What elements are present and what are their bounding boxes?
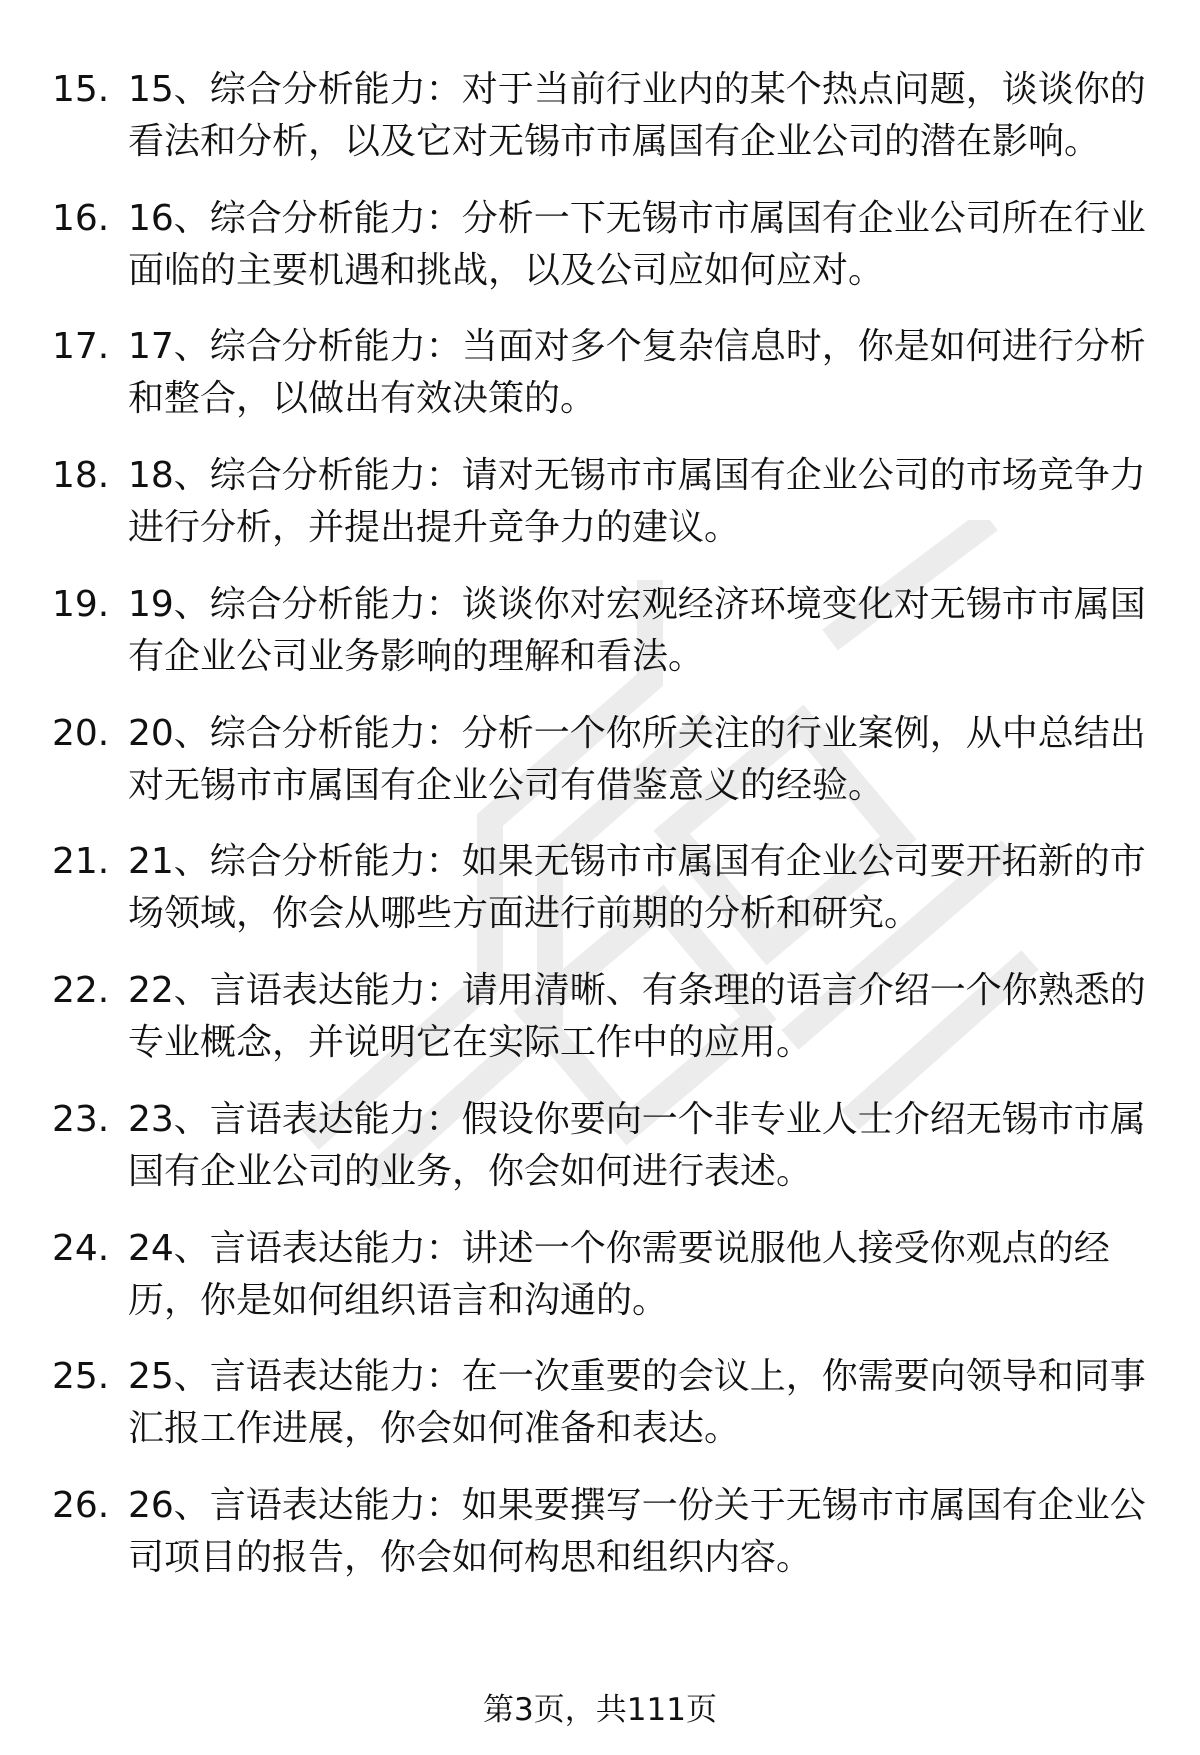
item-text (128, 1094, 1148, 1198)
item-text-line: 15、综合分析能力：对于当前行业内的某个热点问题，谈谈你的 (128, 69, 1146, 110)
page-footer: 第3页，共111页 (483, 1692, 717, 1728)
item-text (128, 193, 1148, 297)
item-text-line: 16、综合分析能力：分析一下无锡市市属国有企业公司所在行业 (128, 198, 1146, 239)
item-number: 16. (52, 198, 110, 239)
item-text (128, 965, 1148, 1069)
list-item (0, 1480, 1200, 1600)
item-number: 15. (52, 69, 110, 110)
list-item (0, 1094, 1200, 1214)
item-text-line: 场领域，你会从哪些方面进行前期的分析和研究。 (128, 893, 921, 934)
item-text-line: 有企业公司业务影响的理解和看法。 (128, 636, 705, 677)
list-item (0, 965, 1200, 1085)
list-item (0, 836, 1200, 956)
item-number: 17. (52, 326, 110, 367)
item-number: 21. (52, 841, 110, 882)
item-text-line: 20、综合分析能力：分析一个你所关注的行业案例，从中总结出 (128, 713, 1146, 754)
item-number: 22. (52, 970, 110, 1011)
item-text-line: 18、综合分析能力：请对无锡市市属国有企业公司的市场竞争力 (128, 455, 1146, 496)
item-text (128, 1480, 1148, 1584)
item-text (128, 450, 1148, 554)
list-item (0, 1351, 1200, 1471)
item-text-line: 26、言语表达能力：如果要撰写一份关于无锡市市属国有企业公 (128, 1485, 1146, 1526)
item-text-line: 17、综合分析能力：当面对多个复杂信息时，你是如何进行分析 (128, 326, 1146, 367)
item-text-line: 历，你是如何组织语言和沟通的。 (128, 1280, 669, 1321)
item-text-line: 汇报工作进展，你会如何准备和表达。 (128, 1408, 741, 1449)
list-item (0, 64, 1200, 184)
list-item (0, 708, 1200, 828)
item-text (128, 836, 1148, 940)
item-text-line: 看法和分析，以及它对无锡市市属国有企业公司的潜在影响。 (128, 121, 1101, 162)
item-number: 23. (52, 1099, 110, 1140)
item-text (128, 579, 1148, 683)
item-text-line: 面临的主要机遇和挑战，以及公司应如何应对。 (128, 250, 885, 291)
list-item (0, 193, 1200, 313)
item-text-line: 22、言语表达能力：请用清晰、有条理的语言介绍一个你熟悉的 (128, 970, 1146, 1011)
item-number: 26. (52, 1485, 110, 1526)
item-text (128, 1223, 1148, 1327)
item-text (128, 1351, 1148, 1455)
item-text-line: 25、言语表达能力：在一次重要的会议上，你需要向领导和同事 (128, 1356, 1146, 1397)
item-text-line: 23、言语表达能力：假设你要向一个非专业人士介绍无锡市市属 (128, 1099, 1146, 1140)
item-number: 18. (52, 455, 110, 496)
item-text-line: 24、言语表达能力：讲述一个你需要说服他人接受你观点的经 (128, 1228, 1110, 1269)
item-number: 25. (52, 1356, 110, 1397)
item-text-line: 19、综合分析能力：谈谈你对宏观经济环境变化对无锡市市属国 (128, 584, 1146, 625)
item-text-line: 对无锡市市属国有企业公司有借鉴意义的经验。 (128, 765, 885, 806)
item-number: 24. (52, 1228, 110, 1269)
item-text-line: 专业概念，并说明它在实际工作中的应用。 (128, 1022, 813, 1063)
item-text (128, 64, 1148, 168)
item-text-line: 司项目的报告，你会如何构思和组织内容。 (128, 1537, 813, 1578)
item-text (128, 708, 1148, 812)
list-item (0, 1223, 1200, 1343)
item-text-line: 进行分析，并提出提升竞争力的建议。 (128, 507, 741, 548)
item-text-line: 21、综合分析能力：如果无锡市市属国有企业公司要开拓新的市 (128, 841, 1146, 882)
item-text-line: 国有企业公司的业务，你会如何进行表述。 (128, 1151, 813, 1192)
list-item (0, 321, 1200, 441)
item-text-line: 和整合，以做出有效决策的。 (128, 378, 597, 419)
item-number: 20. (52, 713, 110, 754)
list-item (0, 450, 1200, 570)
item-number: 19. (52, 584, 110, 625)
item-text (128, 321, 1148, 425)
list-item (0, 579, 1200, 699)
